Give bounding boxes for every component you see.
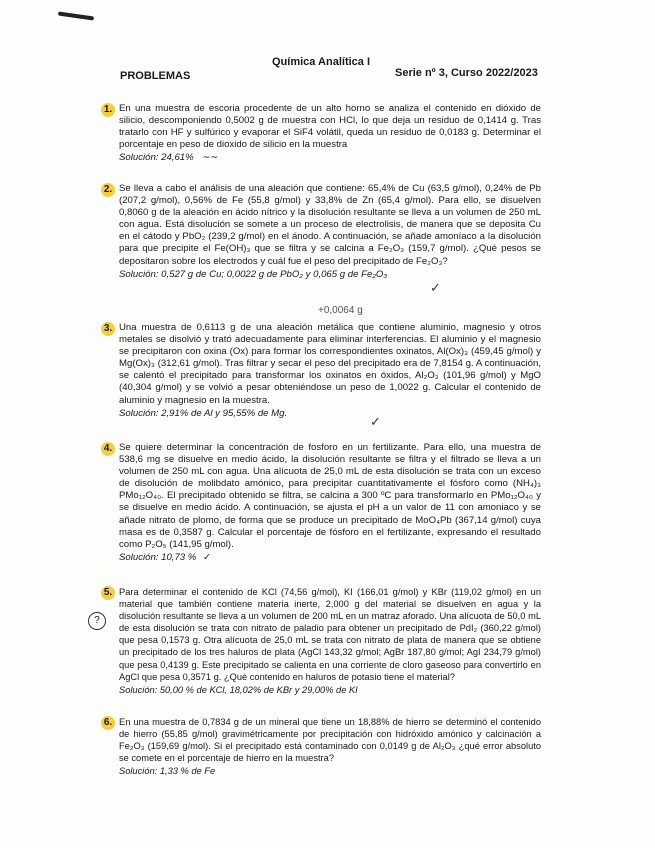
question-circle-mark: ? xyxy=(88,612,106,630)
problem-solution: Solución: 2,91% de Al y 95,55% de Mg. xyxy=(119,407,288,419)
problem-number: 1. xyxy=(101,103,115,117)
problem-6 xyxy=(101,716,541,777)
problem-solution: Solución: 50,00 % de KCl, 18,02% de KBr y 29,00% de KI xyxy=(119,684,358,695)
check-mark: ✓ xyxy=(370,414,381,429)
problem-3 xyxy=(101,322,541,420)
problem-solution: Solución: 0,527 g de Cu; 0,0022 g de PbO₂ y 0,065 g de Fe₂O₃ xyxy=(119,268,388,280)
course-title: Química Analítica I xyxy=(272,56,371,68)
series-label: Serie nº 3, Curso 2022/2023 xyxy=(395,67,538,79)
problem-number: 3. xyxy=(101,322,115,336)
tilde-mark: ∼∼ xyxy=(202,152,219,164)
problem-2 xyxy=(101,183,541,281)
problem-5 xyxy=(101,586,541,696)
handwritten-note: +0,0064 g xyxy=(318,305,363,316)
problem-solution xyxy=(119,552,541,564)
problem-text: Se quiere determinar la concentración de fosforo en un fertilizante. Para ello, una muestra de 538,6 mg se disuelve en medio ácido, la disolución resultante se filtra y el filtrado se lleva a un volumen de 250 mL con agua. Una alícuota de 25,0 mL de esta disolución se trata con un exceso de disolución de molibdato amónico, para precipitar cuantitativamente el fósforo como (NH₄)₃ PMo₁₂O₄₀. El precipitado obtenido se filtra, se calcina a 300 ºC para transformarlo en PMo₁₂O₄₀ y se disuelve en medio ácido. A continuación, se ajusta el pH a un valor de 11 con amoniaco y se añade nitrato de plomo, de forma que se produce un precipitado de MoO₄Pb (367,14 g/mol) cuya masa es de 0,3587 g. Calcular el porcentaje de fósforo en el fertilizante, expresando el resultado como P₂O₅ (141,95 g/mol). xyxy=(119,442,541,550)
problem-number: 4. xyxy=(101,442,115,456)
problem-number: 2. xyxy=(101,183,115,197)
pen-stroke-mark xyxy=(58,12,94,21)
problem-number: 6. xyxy=(101,716,115,730)
problem-text: En una muestra de 0,7834 g de un mineral que tiene un 18,88% de hierro se determinó el contenido de hierro (55,85 g/mol) gravimétricamente por precipitación con hidróxido amónico y calcinación a Fe₂O₃ (159,69 g/mol). Si el precipitado está contaminado con 0,0149 g de Al₂O₃ ¿qué error absoluto se comete en el porcentaje de hierro en la muestra? xyxy=(119,717,541,764)
problem-text: En una muestra de escoria procedente de un alto horno se analiza el contenido en dióxido de silicio, descomponiendo 0,5002 g de muestra con HCl, lo que deja un residuo de 0,1414 g. Tras tratarlo con HF y sulfúrico y evaporar el SiF4 volátil, queda un residuo de 0,0183 g. Determinar el porcentaje en peso de dioxido de silicio en la muestra xyxy=(119,103,541,151)
problem-solution xyxy=(119,152,541,164)
solution-text: Solución: 10,73 % xyxy=(119,551,197,563)
problem-text: Una muestra de 0,6113 g de una aleación metálica que contiene aluminio, magnesio y otros metales se disolvió y trató adecuadamente para eliminar interferencias. El aluminio y el magnesio se precipitaron con oxina (Ox) para formar los correspondientes oxinatos, Al(Ox)₃ (459,45 g/mol) y Mg(Ox)₃ (312,61 g/mol). Tras filtrar y secar el peso del precipitado era de 7,8154 g. A continuación, se calentó el precipitado para transformar los oxinatos en óxidos, Al₂O₃ (101,96 g/mol) y MgO (40,304 g/mol) y se volvió a pesar obteniéndose un peso de 1,0022 g. Calcular el contenido de aluminio y magnesio en la muestra. xyxy=(119,322,541,406)
section-title: PROBLEMAS xyxy=(120,70,191,82)
check-mark: ✓ xyxy=(203,551,212,563)
problem-1 xyxy=(101,103,541,164)
problem-4 xyxy=(101,442,541,564)
problem-solution: Solución: 1,33 % de Fe xyxy=(119,766,216,777)
problem-number: 5. xyxy=(101,586,115,600)
problem-text: Para determinar el contenido de KCl (74,56 g/mol), KI (166,01 g/mol) y KBr (119,02 g/mol) en un material que también contiene materia inerte, 2,000 g del material se disuelven en agua y la disolución resultante se lleva a un volumen de 200 mL en un matraz aforado. Una alícuota de 50,0 mL de esta disolución se trata con nitrato de paladio para obtener un precipitado de PdI₂ (360,22 g/mol) que pesa 0,1573 g. Otra alícuota de 25,0 mL se trata con nitrato de plata de manera que se obtiene un precipitado de los tres haluros de plata (AgCl 143,32 g/mol; AgBr 187,80 g/mol; AgI 234,79 g/mol) que pesa 0,4139 g. Este precipitado se calienta en una corriente de cloro gaseoso para convertirlo en AgCl que pesa 0,3571 g. ¿Qué contenido en haluros de potasio tiene el material? xyxy=(119,587,541,682)
problem-text: Se lleva a cabo el análisis de una aleación que contiene: 65,4% de Cu (63,5 g/mol), 0,24% de Pb (207,2 g/mol), 0,56% de Fe (55,8 g/mol) y 33,8% de Zn (65,4 g/mol). Para ello, se disuelven 0,8060 g de la aleación en ácido nítrico y la disolución resultante se lleva a un volumen de 250 mL con agua. Está disolución se somete a un proceso de electrolisis, de manera que se deposita Cu en el cátodo y PbO₂ (239,2 g/mol) en el ánodo. A continuación, se añade amoníaco a la disolución para que precipite el Fe(OH)₃ que se filtra y se calcina a Fe₂O₃ (159,7 g/mol). ¿Qué pesos se depositaron sobre los electrodos y cuál fue el peso del precipitado de Fe₂O₃? xyxy=(119,183,541,267)
check-mark: ✓ xyxy=(430,280,441,295)
solution-text: Solución: 24,61% xyxy=(119,152,194,164)
